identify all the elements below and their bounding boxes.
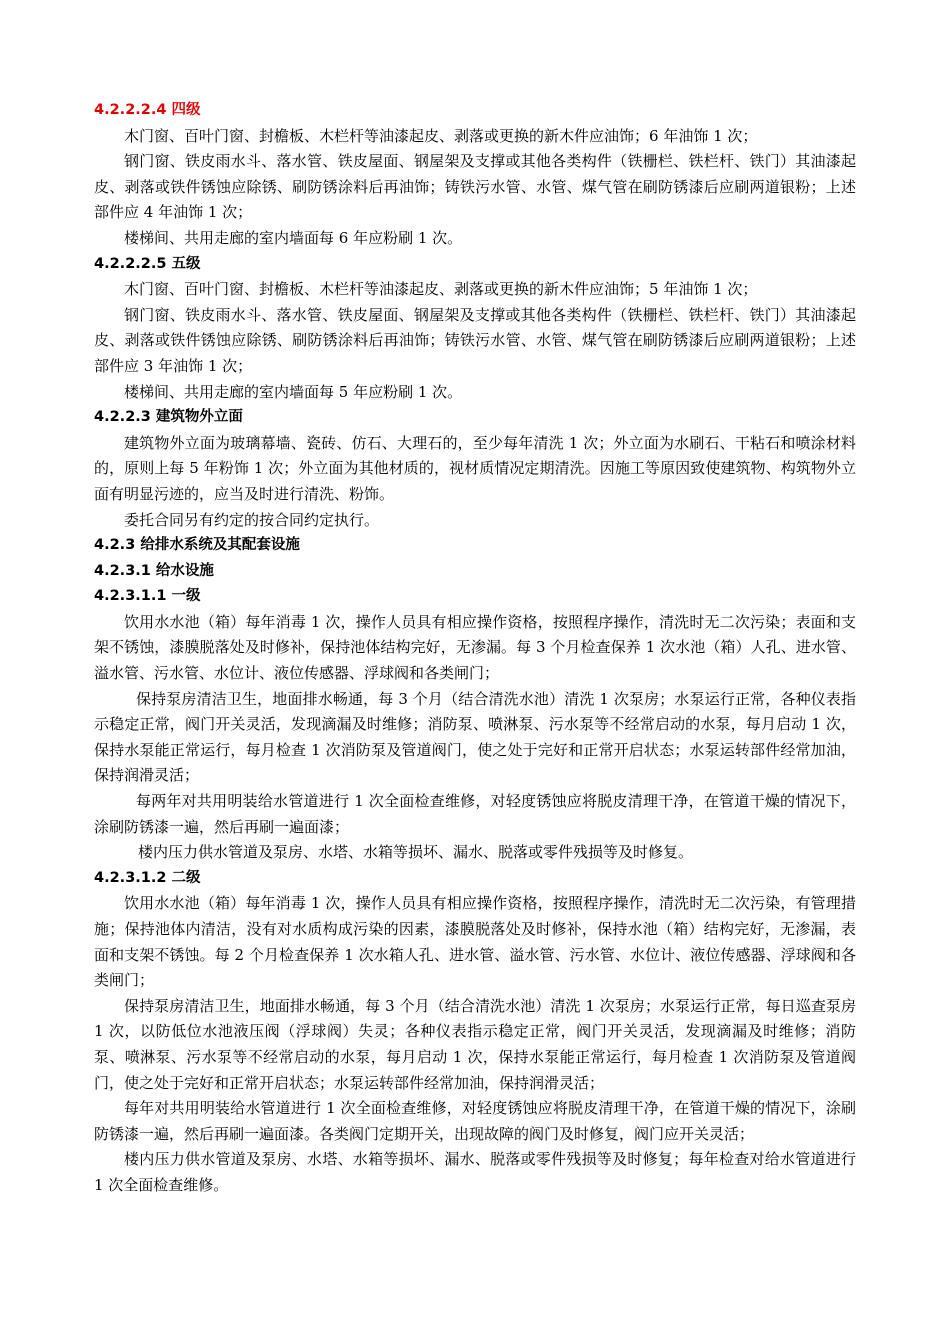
section-heading: 4.2.2.2.4 四级 (94, 102, 201, 118)
paragraph: 楼内压力供水管道及泵房、水塔、水箱等损坏、漏水、脱落或零件残损等及时修复。 (138, 843, 694, 862)
section-heading: 4.2.3.1.1 一级 (94, 588, 201, 605)
paragraph: 每两年对共用明装给水管道进行 1 次全面检查维修，对轻度锈蚀应将脱皮清理干净，在管道干燥的情况下，涂刷防锈漆一遍，然后再刷一遍面漆； (94, 792, 856, 836)
paragraph: 楼内压力供水管道及泵房、水塔、水箱等损坏、漏水、脱落或零件残损等及时修复；每年检查对给水管道进行 1 次全面检查维修。 (94, 1150, 856, 1194)
paragraph: 保持泵房清洁卫生，地面排水畅通，每 3 个月（结合清洗水池）清洗 1 次泵房；水泵运行正常，各种仪表指示稳定正常，阀门开关灵活，发现滴漏及时维修；消防泵、喷淋泵、污水泵等不经常启动的水泵，每月启动 1 次，保持水泵能正常运行，每月检查 1 次消防泵及管道阀门，使之处于完好和正常开启状态；水泵运转部件经常加油，保持润滑灵活； (94, 689, 856, 785)
paragraph: 保持泵房清洁卫生，地面排水畅通，每 3 个月（结合清洗水池）清洗 1 次泵房；水泵运行正常，每日巡查泵房 1 次，以防低位水池液压阀（浮球阀）失灵；各种仪表指示稳定正常，阀门开关灵活，发现滴漏及时维修；消防泵、喷淋泵、污水泵等不经常启动的水泵，每月启动 1 次，保持水泵能正常运行，每月检查 1 次消防泵及管道阀门，使之处于完好和正常开启状态；水泵运转部件经常加油，保持润滑灵活； (94, 996, 856, 1092)
paragraph: 木门窗、百叶门窗、封檐板、木栏杆等油漆起皮、剥落或更换的新木件应油饰；5 年油饰 1 次； (124, 280, 758, 299)
paragraph: 楼梯间、共用走廊的室内墙面每 6 年应粉刷 1 次。 (124, 228, 463, 247)
section-heading: 4.2.2.3 建筑物外立面 (94, 409, 243, 426)
paragraph: 饮用水水池（箱）每年消毒 1 次，操作人员具有相应操作资格，按照程序操作，清洗时无二次污染，有管理措施；保持池体内清洁，没有对水质构成污染的因素，漆膜脱落处及时修补，保持水池（箱）结构完好，无渗漏，表面和支架不锈蚀。每 2 个月检查保养 1 次水箱人孔、进水管、溢水管、污水管、水位计、液位传感器、浮球阀和各类闸门； (94, 894, 856, 990)
paragraph: 钢门窗、铁皮雨水斗、落水管、铁皮屋面、钢屋架及支撑或其他各类构件（铁栅栏、铁栏杆、铁门）其油漆起皮、剥落或铁件锈蚀应除锈、刷防锈涂料后再油饰；铸铁污水管、水管、煤气管在刷防锈漆后应刷两道银粉；上述部件应 3 年油饰 1 次； (94, 305, 856, 375)
paragraph: 饮用水水池（箱）每年消毒 1 次，操作人员具有相应操作资格，按照程序操作，清洗时无二次污染；表面和支架不锈蚀，漆膜脱落处及时修补，保持池体结构完好，无渗漏。每 3 个月检查保养 1 次水池（箱）人孔、进水管、溢水管、污水管、水位计、液位传感器、浮球阀和各类闸门； (94, 612, 856, 683)
paragraph: 建筑物外立面为玻璃幕墙、瓷砖、仿石、大理石的，至少每年清洗 1 次；外立面为水刷石、干粘石和喷涂材料的，原则上每 5 年粉饰 1 次；外立面为其他材质的，视材质情况定期清洗。因施工等原因致使建筑物、构筑物外立面有明显污迹的，应当及时进行清洗、粉饰。 (94, 433, 856, 503)
section-heading: 4.2.2.2.5 五级 (94, 255, 201, 272)
document-page (94, 98, 856, 1199)
section-heading: 4.2.3.1 给水设施 (94, 562, 214, 579)
section-heading: 4.2.3 给排水系统及其配套设施 (94, 537, 300, 554)
paragraph: 每年对共用明装给水管道进行 1 次全面检查维修，对轻度锈蚀应将脱皮清理干净，在管道干燥的情况下，涂刷防锈漆一遍，然后再刷一遍面漆。各类阀门定期开关，出现故障的阀门及时修复，阀门应开关灵活； (94, 1099, 856, 1143)
paragraph: 木门窗、百叶门窗、封檐板、木栏杆等油漆起皮、剥落或更换的新木件应油饰；6 年油饰 1 次； (124, 126, 758, 145)
paragraph: 楼梯间、共用走廊的室内墙面每 5 年应粉刷 1 次。 (124, 382, 463, 401)
paragraph: 钢门窗、铁皮雨水斗、落水管、铁皮屋面、钢屋架及支撑或其他各类构件（铁栅栏、铁栏杆、铁门）其油漆起皮、剥落或铁件锈蚀应除锈、刷防锈涂料后再油饰；铸铁污水管、水管、煤气管在刷防锈漆后应刷两道银粉；上述部件应 4 年油饰 1 次； (94, 152, 856, 222)
section-heading: 4.2.3.1.2 二级 (94, 869, 201, 886)
paragraph: 委托合同另有约定的按合同约定执行。 (124, 510, 380, 529)
